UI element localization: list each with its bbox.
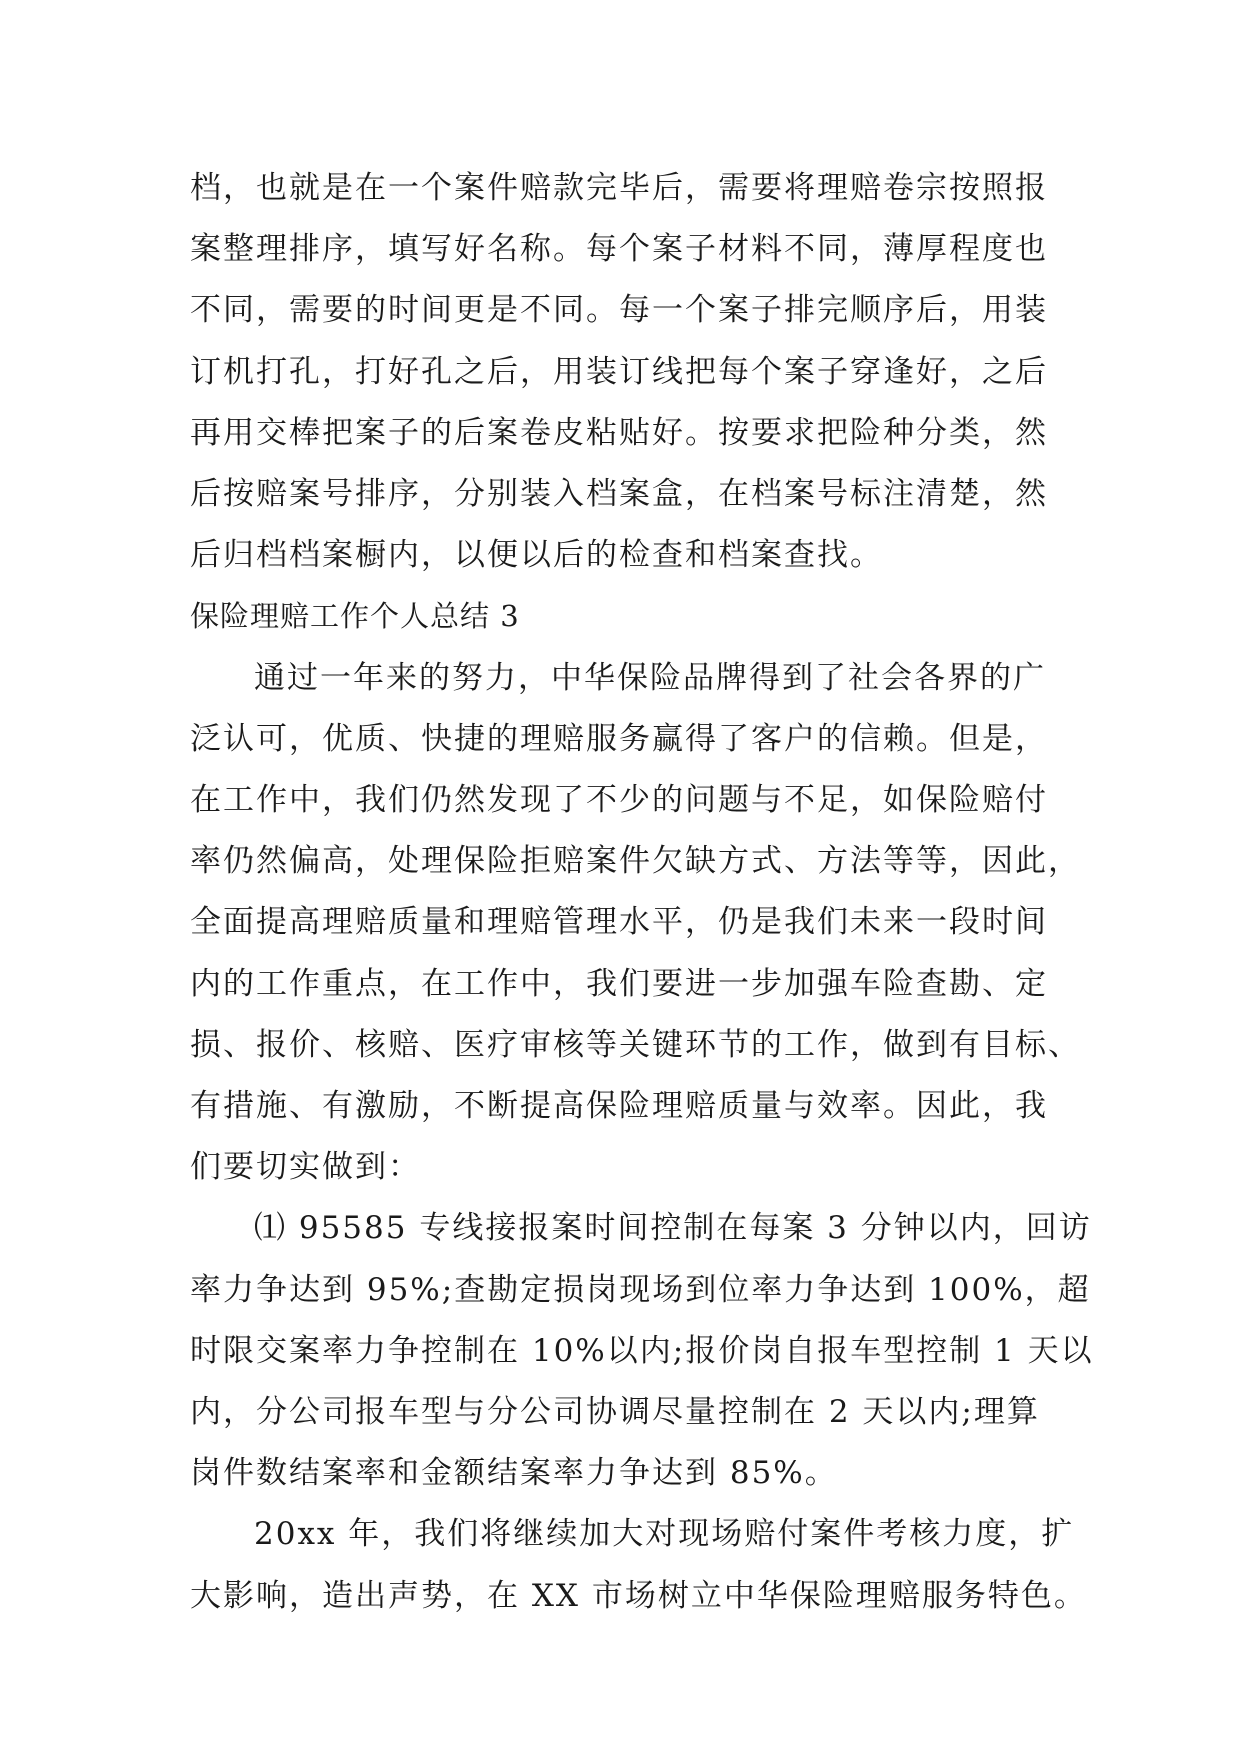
text-line: 率仍然偏高，处理保险拒赔案件欠缺方式、方法等等，因此， xyxy=(190,843,1081,880)
document-body xyxy=(190,158,1094,1627)
text-line: 订机打孔，打好孔之后，用装订线把每个案子穿逢好，之后 xyxy=(190,353,1048,390)
text-line: 案整理排序，填写好名称。每个案子材料不同，薄厚程度也 xyxy=(190,231,1048,268)
section-heading: 保险理赔工作个人总结 3 xyxy=(190,599,520,634)
text-line: 不同，需要的时间更是不同。每一个案子排完顺序后，用装 xyxy=(190,292,1048,329)
text-line: 损、报价、核赔、医疗审核等关键环节的工作，做到有目标、 xyxy=(190,1026,1081,1063)
text-line: 后按赔案号排序，分别装入档案盒，在档案号标注清楚，然 xyxy=(190,476,1048,513)
text-line: 时限交案率力争控制在 10%以内;报价岗自报车型控制 1 天以 xyxy=(190,1332,1094,1369)
paragraph-archiving xyxy=(190,158,1070,586)
text-line: 大影响，造出声势，在 XX 市场树立中华保险理赔服务特色。 xyxy=(190,1577,1087,1614)
paragraph-targets xyxy=(190,1198,1094,1504)
text-line: 内，分公司报车型与分公司协调尽量控制在 2 天以内;理算 xyxy=(190,1394,1040,1431)
paragraph-overview xyxy=(190,648,1081,1199)
text-line: 在工作中，我们仍然发现了不少的问题与不足，如保险赔付 xyxy=(190,782,1048,819)
text-line: 档，也就是在一个案件赔款完毕后，需要将理赔卷宗按照报 xyxy=(190,170,1048,206)
paragraph-plan xyxy=(190,1504,1087,1626)
text-line: 们要切实做到： xyxy=(190,1149,421,1186)
text-line: 再用交棒把案子的后案卷皮粘贴好。按要求把险种分类，然 xyxy=(190,414,1048,451)
text-line: 有措施、有激励，不断提高保险理赔质量与效率。因此，我 xyxy=(190,1088,1048,1125)
text-line: 全面提高理赔质量和理赔管理水平，仍是我们未来一段时间 xyxy=(190,904,1048,941)
text-line: 率力争达到 95%;查勘定损岗现场到位率力争达到 100%，超 xyxy=(190,1271,1091,1308)
text-line: 后归档档案橱内，以便以后的检查和档案查找。 xyxy=(190,537,883,574)
text-line: 泛认可，优质、快捷的理赔服务赢得了客户的信赖。但是， xyxy=(190,720,1048,757)
text-line: 岗件数结案率和金额结案率力争达到 85%。 xyxy=(190,1455,838,1492)
text-line: 20xx 年，我们将继续加大对现场赔付案件考核力度，扩 xyxy=(254,1516,1075,1553)
text-line: ⑴ 95585 专线接报案时间控制在每案 3 分钟以内，回访 xyxy=(254,1210,1092,1247)
text-line: 内的工作重点，在工作中，我们要进一步加强车险查勘、定 xyxy=(190,965,1048,1002)
text-line: 通过一年来的努力，中华保险品牌得到了社会各界的广 xyxy=(254,659,1046,696)
